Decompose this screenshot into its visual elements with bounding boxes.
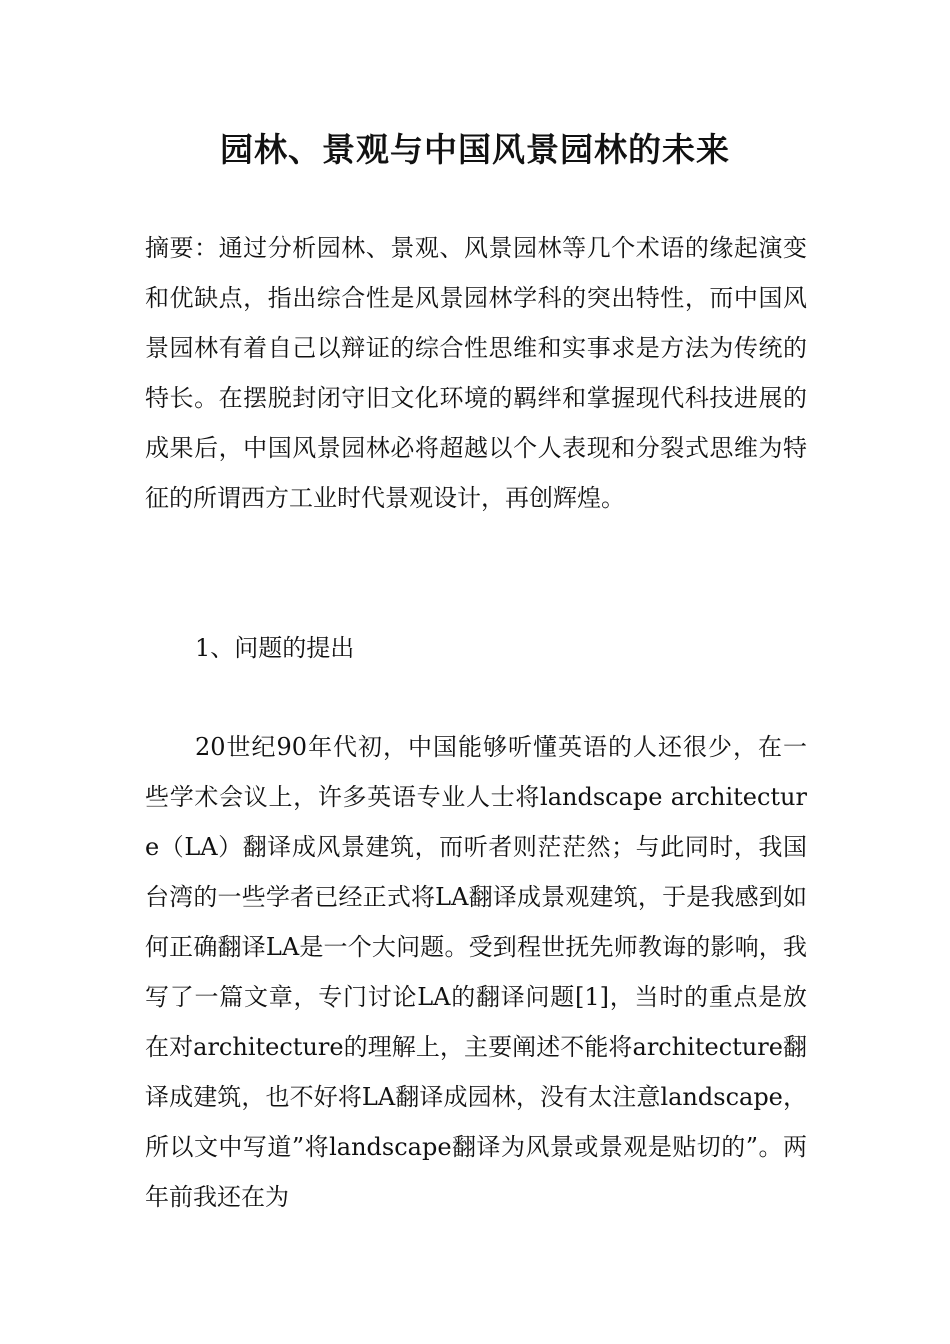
- document-title: 园林、景观与中国风景园林的未来: [220, 130, 730, 169]
- section-heading: 1、问题的提出: [195, 634, 355, 662]
- body-paragraph: 20世纪90年代初，中国能够听懂英语的人还很少，在一些学术会议上，许多英语专业人士将landscape architecture（LA）翻译成风景建筑，而听者则茫茫然；与此同时，我国台湾的一些学者已经正式将LA翻译成景观建筑，于是我感到如何正确翻译LA是一个大问题。受到程世抚先师教诲的影响，我写了一篇文章，专门讨论LA的翻译问题[1]，当时的重点是放在对architecture的理解上，主要阐述不能将architecture翻译成建筑，也不好将LA翻译成园林，没有太注意landscape，所以文中写道”将landscape翻译为风景或景观是贴切的”。两年前我还在为: [145, 733, 807, 1211]
- abstract-paragraph: 摘要：通过分析园林、景观、风景园林等几个术语的缘起演变和优缺点，指出综合性是风景园林学科的突出特性，而中国风景园林有着自己以辩证的综合性思维和实事求是方法为传统的特长。在摆脱封闭守旧文化环境的羁绊和掌握现代科技进展的成果后，中国风景园林必将超越以个人表现和分裂式思维为特征的所谓西方工业时代景观设计，再创辉煌。: [145, 234, 807, 512]
